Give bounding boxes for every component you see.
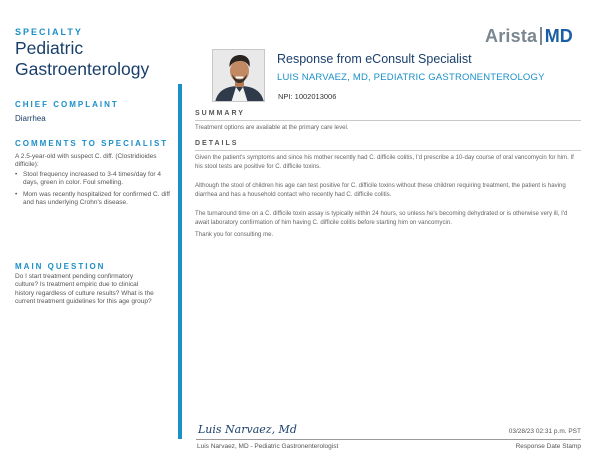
logo-md-text: MD — [544, 25, 573, 46]
comments-intro: A 2.5-year-old with suspect C. diff. (Clostridioides difficile): — [15, 153, 157, 169]
accent-divider — [178, 84, 182, 439]
response-title: Response from eConsult Specialist — [277, 52, 472, 66]
summary-text: Treatment options are available at the primary care level. — [195, 124, 349, 131]
signature-script: Luis Narvaez, Md — [198, 423, 297, 436]
summary-heading: SUMMARY — [195, 110, 581, 121]
main-question-heading: MAIN QUESTION — [15, 262, 106, 271]
chief-complaint-value: Diarrhea — [15, 114, 46, 123]
left-column — [0, 0, 178, 460]
details-paragraph: Although the stool of children his age can test positive for C. difficile toxins without these children requiring treatment, the patient is having diarrhea and has a household contact who recently had C. difficile colitis. — [195, 182, 566, 198]
main-question-text: Do I start treatment pending confirmatory culture? Is treatment empiric due to clinical history regardless of culture results? What is the current treatment guidelines for this age group? — [15, 273, 154, 305]
specialist-npi: NPI: 1002013006 — [278, 92, 337, 101]
logo-separator — [540, 27, 542, 45]
signature-caption: Luis Narvaez, MD - Pediatric Gastronenterologist — [197, 443, 339, 450]
comments-heading: COMMENTS TO SPECIALIST — [15, 139, 169, 148]
details-paragraph: Given the patient's symptoms and since his mother recently had C. difficile colitis, I'd prescribe a 10-day course of oral vancomycin for him. If his stool tests are positive for C. difficile toxins. — [195, 154, 574, 170]
signature-line — [196, 439, 581, 440]
response-date-label: Response Date Stamp — [515, 443, 581, 450]
specialty-name: Pediatric Gastroenterology — [15, 38, 150, 79]
response-date: 03/28/23 02:31 p.m. PST — [508, 428, 581, 435]
specialist-name: LUIS NARVAEZ, MD, PEDIATRIC GASTRONENTEROLOGY — [277, 72, 545, 83]
specialty-label: SPECIALTY — [15, 27, 83, 37]
list-item: • Stool frequency increased to 3-4 times/day for 4 days, green in color. Foul smelling. — [15, 171, 175, 188]
details-paragraph: Thank you for consulting me. — [195, 231, 274, 238]
arista-md-logo — [485, 25, 573, 47]
logo-arista-text: Arista — [485, 25, 538, 46]
details-heading: DETAILS — [195, 140, 581, 151]
comments-list — [15, 171, 175, 210]
chief-complaint-heading: CHIEF COMPLAINT — [15, 100, 119, 109]
person-photo-icon — [212, 49, 265, 102]
details-paragraph: The turnaround time on a C. difficile toxin assay is typically within 24 hours, so unless he's becoming dehydrated or is otherwise very ill, I'd await laboratory confirmation of him having C. difficile colitis before starting him on vancomycin. — [195, 210, 568, 226]
list-item: • Mom was recently hospitalized for confirmed C. diff and has underlying Crohn's disease. — [15, 191, 175, 208]
